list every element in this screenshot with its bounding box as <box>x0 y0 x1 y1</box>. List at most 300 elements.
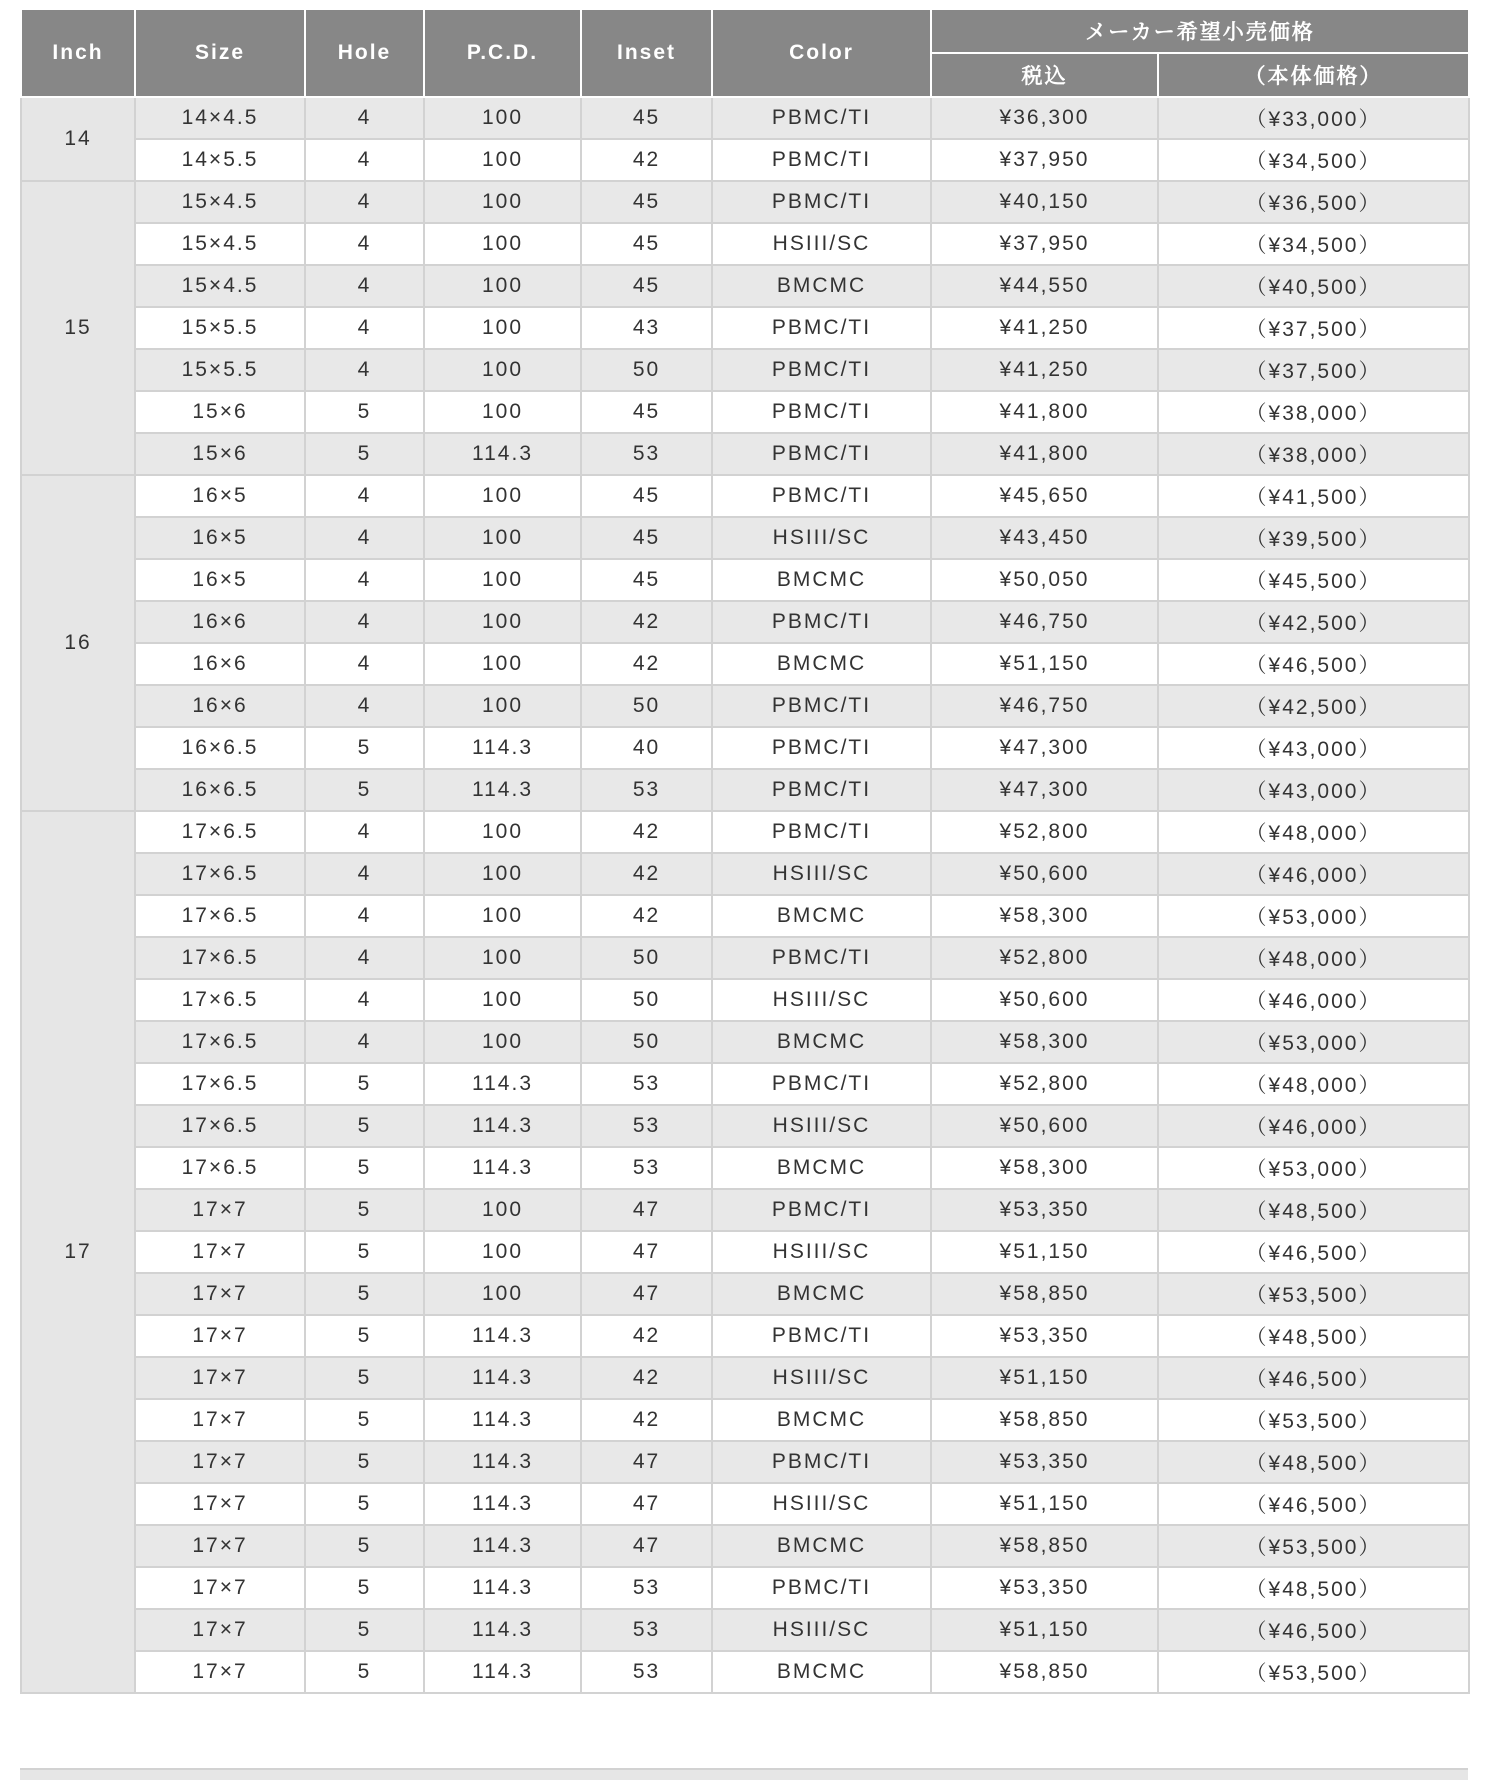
pcd-cell: 100 <box>424 559 581 601</box>
price-base-cell: （¥46,000） <box>1158 853 1469 895</box>
price-base-cell: （¥43,000） <box>1158 727 1469 769</box>
price-tax-cell: ¥36,300 <box>931 97 1158 139</box>
price-tax-cell: ¥52,800 <box>931 811 1158 853</box>
inset-cell: 50 <box>581 349 712 391</box>
inset-cell: 53 <box>581 1105 712 1147</box>
inset-cell: 50 <box>581 979 712 1021</box>
color-cell: HSIII/SC <box>712 1609 931 1651</box>
price-tax-cell: ¥44,550 <box>931 265 1158 307</box>
price-tax-cell: ¥47,300 <box>931 727 1158 769</box>
size-cell: 15×4.5 <box>135 265 305 307</box>
pcd-cell: 114.3 <box>424 433 581 475</box>
price-base-cell: （¥48,500） <box>1158 1441 1469 1483</box>
pcd-cell: 114.3 <box>424 1525 581 1567</box>
size-cell: 17×7 <box>135 1189 305 1231</box>
table-row <box>21 517 1469 559</box>
color-cell: HSIII/SC <box>712 1357 931 1399</box>
inset-cell: 40 <box>581 727 712 769</box>
pcd-cell: 114.3 <box>424 1441 581 1483</box>
color-cell: PBMC/TI <box>712 601 931 643</box>
price-tax-cell: ¥37,950 <box>931 139 1158 181</box>
price-tax-cell: ¥46,750 <box>931 601 1158 643</box>
table-row <box>21 1315 1469 1357</box>
inset-cell: 42 <box>581 1357 712 1399</box>
pcd-cell: 100 <box>424 349 581 391</box>
inset-cell: 42 <box>581 601 712 643</box>
table-row <box>21 223 1469 265</box>
inset-cell: 45 <box>581 559 712 601</box>
price-tax-cell: ¥47,300 <box>931 769 1158 811</box>
pcd-cell: 114.3 <box>424 769 581 811</box>
inset-cell: 42 <box>581 643 712 685</box>
price-base-cell: （¥37,500） <box>1158 349 1469 391</box>
hole-cell: 5 <box>305 1147 424 1189</box>
pcd-cell: 100 <box>424 391 581 433</box>
hole-cell: 5 <box>305 1609 424 1651</box>
price-base-cell: （¥45,500） <box>1158 559 1469 601</box>
pcd-cell: 100 <box>424 895 581 937</box>
header-price-base: （本体価格） <box>1158 53 1469 97</box>
price-tax-cell: ¥58,300 <box>931 895 1158 937</box>
size-cell: 17×7 <box>135 1399 305 1441</box>
price-tax-cell: ¥51,150 <box>931 1231 1158 1273</box>
price-base-cell: （¥40,500） <box>1158 265 1469 307</box>
color-cell: HSIII/SC <box>712 853 931 895</box>
price-base-cell: （¥48,000） <box>1158 937 1469 979</box>
price-tax-cell: ¥58,850 <box>931 1651 1158 1693</box>
inset-cell: 45 <box>581 265 712 307</box>
price-base-cell: （¥46,000） <box>1158 979 1469 1021</box>
hole-cell: 4 <box>305 181 424 223</box>
size-cell: 16×6.5 <box>135 769 305 811</box>
header-price-tax: 税込 <box>931 53 1158 97</box>
size-cell: 17×7 <box>135 1315 305 1357</box>
hole-cell: 5 <box>305 769 424 811</box>
inset-cell: 42 <box>581 895 712 937</box>
color-cell: PBMC/TI <box>712 181 931 223</box>
pcd-cell: 100 <box>424 181 581 223</box>
price-tax-cell: ¥50,600 <box>931 979 1158 1021</box>
size-cell: 17×6.5 <box>135 1105 305 1147</box>
price-tax-cell: ¥50,600 <box>931 853 1158 895</box>
price-base-cell: （¥42,500） <box>1158 601 1469 643</box>
price-base-cell: （¥48,500） <box>1158 1567 1469 1609</box>
table-row <box>21 811 1469 853</box>
pcd-cell: 100 <box>424 979 581 1021</box>
hole-cell: 5 <box>305 391 424 433</box>
table-row <box>21 1147 1469 1189</box>
price-base-cell: （¥46,500） <box>1158 643 1469 685</box>
hole-cell: 4 <box>305 643 424 685</box>
color-cell: PBMC/TI <box>712 937 931 979</box>
table-body <box>21 97 1469 1693</box>
size-cell: 15×6 <box>135 391 305 433</box>
table-row <box>21 265 1469 307</box>
color-cell: HSIII/SC <box>712 1483 931 1525</box>
inch-cell: 16 <box>21 475 135 811</box>
price-tax-cell: ¥53,350 <box>931 1189 1158 1231</box>
pcd-cell: 114.3 <box>424 1651 581 1693</box>
hole-cell: 5 <box>305 1189 424 1231</box>
price-tax-cell: ¥58,300 <box>931 1021 1158 1063</box>
size-cell: 14×5.5 <box>135 139 305 181</box>
price-base-cell: （¥53,500） <box>1158 1525 1469 1567</box>
hole-cell: 5 <box>305 1273 424 1315</box>
price-tax-cell: ¥41,250 <box>931 349 1158 391</box>
hole-cell: 4 <box>305 1021 424 1063</box>
inset-cell: 50 <box>581 685 712 727</box>
hole-cell: 4 <box>305 223 424 265</box>
inset-cell: 47 <box>581 1441 712 1483</box>
pcd-cell: 100 <box>424 1021 581 1063</box>
price-base-cell: （¥48,500） <box>1158 1315 1469 1357</box>
color-cell: PBMC/TI <box>712 685 931 727</box>
price-base-cell: （¥34,500） <box>1158 223 1469 265</box>
color-cell: PBMC/TI <box>712 307 931 349</box>
inset-cell: 50 <box>581 937 712 979</box>
color-cell: BMCMC <box>712 1399 931 1441</box>
price-tax-cell: ¥51,150 <box>931 1483 1158 1525</box>
hole-cell: 5 <box>305 1567 424 1609</box>
color-cell: PBMC/TI <box>712 1441 931 1483</box>
pcd-cell: 114.3 <box>424 1147 581 1189</box>
hole-cell: 4 <box>305 517 424 559</box>
price-base-cell: （¥48,000） <box>1158 811 1469 853</box>
table-header <box>21 9 1469 97</box>
table-row <box>21 181 1469 223</box>
hole-cell: 4 <box>305 811 424 853</box>
color-cell: PBMC/TI <box>712 727 931 769</box>
pcd-cell: 114.3 <box>424 1105 581 1147</box>
table-row <box>21 1525 1469 1567</box>
inset-cell: 42 <box>581 811 712 853</box>
price-tax-cell: ¥51,150 <box>931 1357 1158 1399</box>
table-row <box>21 307 1469 349</box>
inset-cell: 50 <box>581 1021 712 1063</box>
header-price-group: メーカー希望小売価格 <box>931 9 1469 53</box>
table-row <box>21 1105 1469 1147</box>
header-hole: Hole <box>305 9 424 97</box>
inset-cell: 42 <box>581 1399 712 1441</box>
inset-cell: 47 <box>581 1525 712 1567</box>
hole-cell: 5 <box>305 433 424 475</box>
size-cell: 15×5.5 <box>135 307 305 349</box>
inset-cell: 45 <box>581 181 712 223</box>
inset-cell: 47 <box>581 1231 712 1273</box>
price-base-cell: （¥53,500） <box>1158 1399 1469 1441</box>
pcd-cell: 100 <box>424 1273 581 1315</box>
price-base-cell: （¥48,000） <box>1158 1063 1469 1105</box>
color-cell: HSIII/SC <box>712 1105 931 1147</box>
price-base-cell: （¥43,000） <box>1158 769 1469 811</box>
pcd-cell: 114.3 <box>424 1567 581 1609</box>
table-row <box>21 769 1469 811</box>
price-base-cell: （¥53,500） <box>1158 1273 1469 1315</box>
size-cell: 15×4.5 <box>135 181 305 223</box>
color-cell: PBMC/TI <box>712 349 931 391</box>
price-tax-cell: ¥41,250 <box>931 307 1158 349</box>
table-row <box>21 979 1469 1021</box>
color-cell: PBMC/TI <box>712 1063 931 1105</box>
price-tax-cell: ¥51,150 <box>931 1609 1158 1651</box>
price-tax-cell: ¥53,350 <box>931 1567 1158 1609</box>
size-cell: 17×7 <box>135 1483 305 1525</box>
price-tax-cell: ¥50,050 <box>931 559 1158 601</box>
hole-cell: 4 <box>305 685 424 727</box>
inset-cell: 47 <box>581 1483 712 1525</box>
hole-cell: 4 <box>305 307 424 349</box>
header-inset: Inset <box>581 9 712 97</box>
table-row <box>21 1483 1469 1525</box>
color-cell: BMCMC <box>712 643 931 685</box>
price-tax-cell: ¥58,850 <box>931 1273 1158 1315</box>
size-cell: 17×6.5 <box>135 1021 305 1063</box>
size-cell: 16×6.5 <box>135 727 305 769</box>
price-tax-cell: ¥53,350 <box>931 1441 1158 1483</box>
color-cell: PBMC/TI <box>712 391 931 433</box>
hole-cell: 4 <box>305 475 424 517</box>
color-cell: BMCMC <box>712 895 931 937</box>
pcd-cell: 114.3 <box>424 1315 581 1357</box>
price-base-cell: （¥53,000） <box>1158 1021 1469 1063</box>
color-cell: BMCMC <box>712 1273 931 1315</box>
price-base-cell: （¥46,500） <box>1158 1231 1469 1273</box>
price-base-cell: （¥53,000） <box>1158 895 1469 937</box>
size-cell: 17×6.5 <box>135 895 305 937</box>
pcd-cell: 100 <box>424 811 581 853</box>
size-cell: 17×7 <box>135 1525 305 1567</box>
price-tax-cell: ¥37,950 <box>931 223 1158 265</box>
color-cell: HSIII/SC <box>712 517 931 559</box>
size-cell: 17×7 <box>135 1231 305 1273</box>
color-cell: HSIII/SC <box>712 979 931 1021</box>
price-base-cell: （¥36,500） <box>1158 181 1469 223</box>
color-cell: HSIII/SC <box>712 1231 931 1273</box>
hole-cell: 4 <box>305 349 424 391</box>
price-base-cell: （¥46,500） <box>1158 1609 1469 1651</box>
color-cell: PBMC/TI <box>712 1567 931 1609</box>
color-cell: PBMC/TI <box>712 1189 931 1231</box>
price-base-cell: （¥53,000） <box>1158 1147 1469 1189</box>
color-cell: BMCMC <box>712 265 931 307</box>
color-cell: BMCMC <box>712 1525 931 1567</box>
price-tax-cell: ¥58,850 <box>931 1525 1158 1567</box>
inset-cell: 42 <box>581 853 712 895</box>
hole-cell: 4 <box>305 853 424 895</box>
price-tax-cell: ¥41,800 <box>931 391 1158 433</box>
color-cell: HSIII/SC <box>712 223 931 265</box>
pcd-cell: 114.3 <box>424 1609 581 1651</box>
hole-cell: 5 <box>305 1399 424 1441</box>
inset-cell: 42 <box>581 139 712 181</box>
size-cell: 16×5 <box>135 475 305 517</box>
pcd-cell: 100 <box>424 685 581 727</box>
inch-cell: 14 <box>21 97 135 181</box>
price-base-cell: （¥39,500） <box>1158 517 1469 559</box>
price-base-cell: （¥46,000） <box>1158 1105 1469 1147</box>
price-base-cell: （¥33,000） <box>1158 97 1469 139</box>
table-row <box>21 895 1469 937</box>
pcd-cell: 114.3 <box>424 1483 581 1525</box>
price-tax-cell: ¥50,600 <box>931 1105 1158 1147</box>
size-cell: 15×6 <box>135 433 305 475</box>
inset-cell: 53 <box>581 1609 712 1651</box>
price-tax-cell: ¥40,150 <box>931 181 1158 223</box>
hole-cell: 4 <box>305 559 424 601</box>
price-tax-cell: ¥45,650 <box>931 475 1158 517</box>
size-cell: 16×6 <box>135 643 305 685</box>
pcd-cell: 100 <box>424 97 581 139</box>
size-cell: 17×6.5 <box>135 937 305 979</box>
price-tax-cell: ¥52,800 <box>931 1063 1158 1105</box>
pcd-cell: 100 <box>424 475 581 517</box>
table-row <box>21 685 1469 727</box>
table-row <box>21 1651 1469 1693</box>
size-cell: 15×5.5 <box>135 349 305 391</box>
price-base-cell: （¥46,500） <box>1158 1483 1469 1525</box>
inset-cell: 53 <box>581 1147 712 1189</box>
color-cell: PBMC/TI <box>712 811 931 853</box>
price-tax-cell: ¥46,750 <box>931 685 1158 727</box>
hole-cell: 5 <box>305 1063 424 1105</box>
price-base-cell: （¥42,500） <box>1158 685 1469 727</box>
table-row <box>21 391 1469 433</box>
size-cell: 16×5 <box>135 559 305 601</box>
size-cell: 17×6.5 <box>135 811 305 853</box>
inset-cell: 45 <box>581 223 712 265</box>
pcd-cell: 100 <box>424 139 581 181</box>
hole-cell: 4 <box>305 139 424 181</box>
price-tax-cell: ¥52,800 <box>931 937 1158 979</box>
hole-cell: 5 <box>305 1525 424 1567</box>
hole-cell: 4 <box>305 895 424 937</box>
inset-cell: 45 <box>581 391 712 433</box>
pcd-cell: 100 <box>424 601 581 643</box>
hole-cell: 5 <box>305 1483 424 1525</box>
inset-cell: 47 <box>581 1189 712 1231</box>
size-cell: 17×7 <box>135 1567 305 1609</box>
inset-cell: 45 <box>581 517 712 559</box>
hole-cell: 5 <box>305 1357 424 1399</box>
size-cell: 17×7 <box>135 1273 305 1315</box>
table-row <box>21 1063 1469 1105</box>
price-base-cell: （¥46,500） <box>1158 1357 1469 1399</box>
hole-cell: 5 <box>305 727 424 769</box>
size-cell: 14×4.5 <box>135 97 305 139</box>
hole-cell: 5 <box>305 1441 424 1483</box>
inset-cell: 47 <box>581 1273 712 1315</box>
header-color: Color <box>712 9 931 97</box>
hole-cell: 5 <box>305 1105 424 1147</box>
header-size: Size <box>135 9 305 97</box>
color-cell: PBMC/TI <box>712 1315 931 1357</box>
table-row <box>21 643 1469 685</box>
pcd-cell: 100 <box>424 307 581 349</box>
table-row <box>21 1441 1469 1483</box>
size-cell: 17×7 <box>135 1651 305 1693</box>
size-cell: 17×7 <box>135 1357 305 1399</box>
price-tax-cell: ¥41,800 <box>931 433 1158 475</box>
inch-cell: 17 <box>21 811 135 1693</box>
table-row <box>21 559 1469 601</box>
size-cell: 16×5 <box>135 517 305 559</box>
inset-cell: 53 <box>581 769 712 811</box>
header-inch: Inch <box>21 9 135 97</box>
color-cell: BMCMC <box>712 1147 931 1189</box>
price-base-cell: （¥38,000） <box>1158 433 1469 475</box>
hole-cell: 4 <box>305 979 424 1021</box>
pcd-cell: 100 <box>424 265 581 307</box>
table-row <box>21 1189 1469 1231</box>
size-cell: 16×6 <box>135 685 305 727</box>
hole-cell: 4 <box>305 937 424 979</box>
pcd-cell: 114.3 <box>424 1357 581 1399</box>
table-row <box>21 1357 1469 1399</box>
pcd-cell: 114.3 <box>424 727 581 769</box>
table-row <box>21 475 1469 517</box>
table-row <box>21 1609 1469 1651</box>
table-row <box>21 1273 1469 1315</box>
inset-cell: 45 <box>581 475 712 517</box>
hole-cell: 4 <box>305 97 424 139</box>
table-row <box>21 433 1469 475</box>
hole-cell: 4 <box>305 265 424 307</box>
table-row <box>21 97 1469 139</box>
table-row <box>21 727 1469 769</box>
inset-cell: 53 <box>581 1063 712 1105</box>
color-cell: BMCMC <box>712 1651 931 1693</box>
price-base-cell: （¥37,500） <box>1158 307 1469 349</box>
table-row <box>21 1399 1469 1441</box>
price-base-cell: （¥41,500） <box>1158 475 1469 517</box>
table-row <box>21 1231 1469 1273</box>
hole-cell: 5 <box>305 1651 424 1693</box>
color-cell: PBMC/TI <box>712 475 931 517</box>
size-cell: 17×6.5 <box>135 1063 305 1105</box>
size-cell: 17×6.5 <box>135 979 305 1021</box>
pcd-cell: 100 <box>424 937 581 979</box>
size-cell: 16×6 <box>135 601 305 643</box>
pcd-cell: 100 <box>424 853 581 895</box>
price-tax-cell: ¥51,150 <box>931 643 1158 685</box>
price-tax-cell: ¥58,850 <box>931 1399 1158 1441</box>
table-continuation <box>20 1768 1468 1780</box>
price-tax-cell: ¥43,450 <box>931 517 1158 559</box>
hole-cell: 5 <box>305 1315 424 1357</box>
inset-cell: 53 <box>581 433 712 475</box>
table-row <box>21 349 1469 391</box>
hole-cell: 5 <box>305 1231 424 1273</box>
size-cell: 15×4.5 <box>135 223 305 265</box>
color-cell: BMCMC <box>712 1021 931 1063</box>
inch-cell: 15 <box>21 181 135 475</box>
color-cell: PBMC/TI <box>712 769 931 811</box>
inset-cell: 53 <box>581 1567 712 1609</box>
price-base-cell: （¥53,500） <box>1158 1651 1469 1693</box>
table-row <box>21 937 1469 979</box>
price-base-cell: （¥34,500） <box>1158 139 1469 181</box>
price-tax-cell: ¥58,300 <box>931 1147 1158 1189</box>
pcd-cell: 100 <box>424 643 581 685</box>
price-tax-cell: ¥53,350 <box>931 1315 1158 1357</box>
color-cell: PBMC/TI <box>712 139 931 181</box>
color-cell: BMCMC <box>712 559 931 601</box>
size-cell: 17×6.5 <box>135 1147 305 1189</box>
pcd-cell: 100 <box>424 517 581 559</box>
pcd-cell: 100 <box>424 1231 581 1273</box>
table-row <box>21 853 1469 895</box>
wheel-price-table <box>20 8 1470 1694</box>
